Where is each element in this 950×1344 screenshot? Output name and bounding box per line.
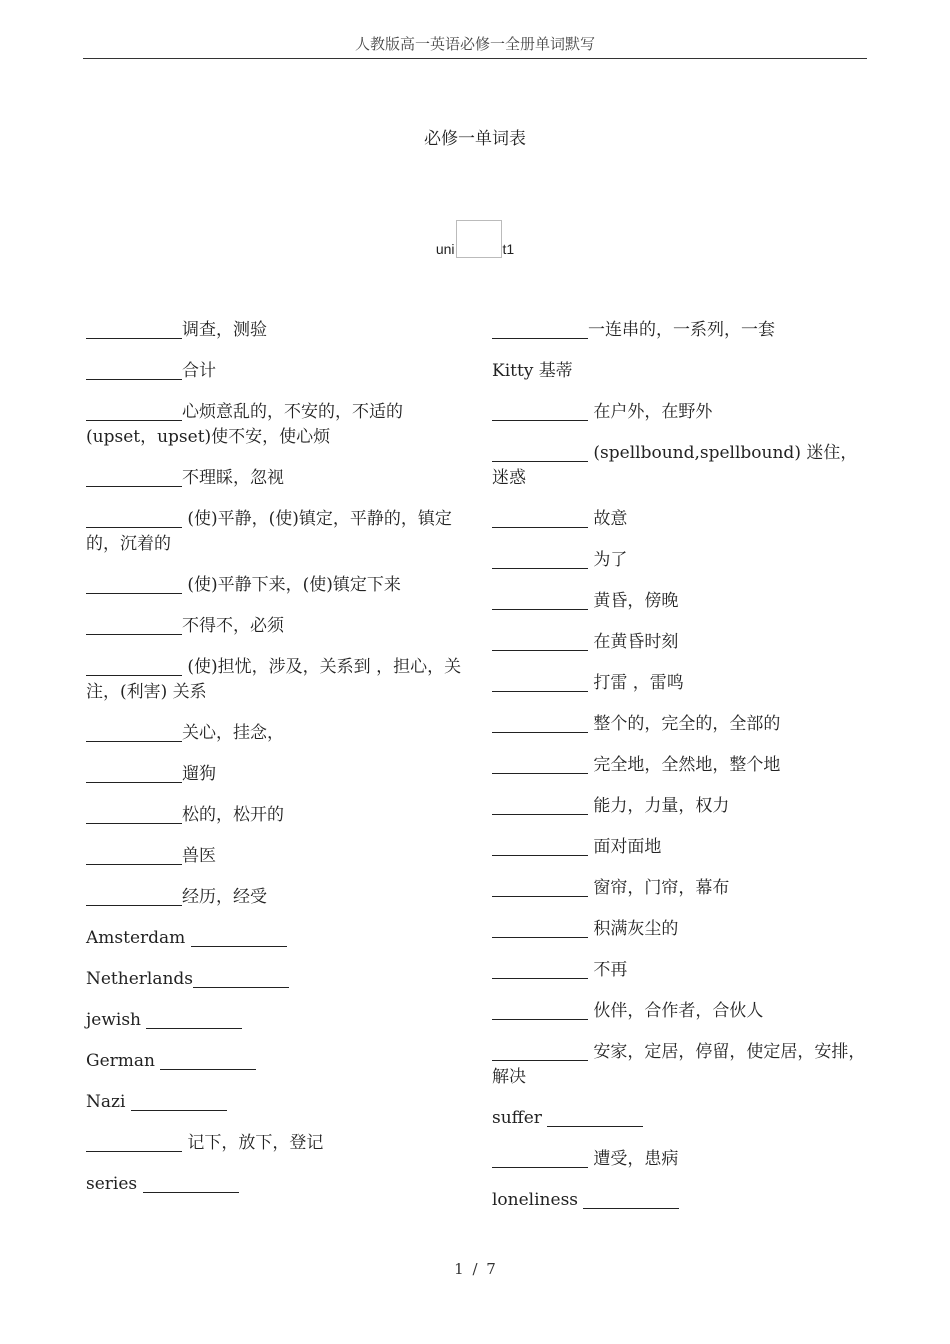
entry-text: 在黄昏时刻 [588,632,679,652]
entry-text: 不再 [588,960,628,980]
vocab-entry [492,876,872,901]
entry-text: 不理睬，忽视 [182,468,284,488]
vocab-entry [492,589,872,614]
vocab-entry [86,1090,466,1115]
page-header [83,30,867,59]
answer-blank[interactable] [86,614,182,635]
answer-blank[interactable] [492,958,588,979]
vocab-entry [492,630,872,655]
entry-text: 安家，定居，停留，使定居，安排，解决 [492,1042,866,1087]
answer-blank[interactable] [86,466,182,487]
right-word-column [492,318,872,1229]
entry-text: 不得不，必须 [182,616,284,636]
answer-blank[interactable] [492,712,588,733]
vocab-entry [86,803,466,828]
vocab-entry [492,318,872,343]
entry-text: loneliness [492,1190,584,1210]
answer-blank[interactable] [492,917,588,938]
vocab-entry [86,318,466,343]
entry-text: suffer [492,1108,548,1128]
entry-text: 为了 [588,550,628,570]
vocab-entry [492,359,872,384]
answer-blank[interactable] [492,1040,588,1061]
page-number: 1 / 7 [454,1260,496,1278]
header-text: 人教版高一英语必修一全册单词默写 [354,35,595,53]
entry-text: Kitty 基蒂 [492,361,573,381]
unit-heading-right: t1 [502,241,515,257]
answer-blank[interactable] [492,671,588,692]
answer-blank[interactable] [191,926,287,947]
entry-text: 打雷 ，雷鸣 [588,673,684,693]
vocab-entry [492,400,872,425]
entry-text: 窗帘，门帘，幕布 [588,878,730,898]
left-word-column [86,318,466,1213]
answer-blank[interactable] [86,803,182,824]
vocab-entry [492,507,872,532]
entry-text: 遛狗 [182,764,216,784]
answer-blank[interactable] [86,573,182,594]
answer-blank[interactable] [547,1106,643,1127]
answer-blank[interactable] [583,1188,679,1209]
answer-blank[interactable] [492,589,588,610]
entry-text: 能力，力量，权力 [588,796,730,816]
vocab-entry [492,712,872,737]
document-title: 必修一单词表 [424,129,526,149]
entry-text: jewish [86,1010,147,1030]
vocab-entry [86,762,466,787]
entry-text: 整个的，完全的，全部的 [588,714,781,734]
vocab-entry [492,835,872,860]
entry-text: 遭受，患病 [588,1149,679,1169]
vocab-entry [86,844,466,869]
answer-blank[interactable] [193,967,289,988]
vocab-entry [492,441,872,491]
vocab-entry [86,359,466,384]
entry-text: German [86,1051,161,1071]
vocab-entry [492,1040,872,1090]
entry-text: 经历，经受 [182,887,267,907]
answer-blank[interactable] [492,753,588,774]
answer-blank[interactable] [86,1131,182,1152]
answer-blank[interactable] [86,359,182,380]
entry-text: 关心，挂念， [182,723,284,743]
entry-text: (使)平静，(使)镇定，平静的，镇定的，沉着的 [86,509,452,554]
entry-text: 完全地，全然地，整个地 [588,755,781,775]
entry-text: (使)平静下来，(使)镇定下来 [182,575,401,595]
unit-heading [0,220,950,258]
entry-text: 松的，松开的 [182,805,284,825]
answer-blank[interactable] [492,630,588,651]
vocab-entry [492,958,872,983]
vocab-entry [86,967,466,992]
entry-text: 积满灰尘的 [588,919,679,939]
vocab-entry [492,999,872,1024]
vocab-entry [86,400,466,450]
answer-blank[interactable] [86,400,182,421]
vocab-entry [492,753,872,778]
entry-text: Amsterdam [86,928,191,948]
entry-text: (使)担忧，涉及，关系到 ，担心，关注，(利害) 关系 [86,657,462,702]
entry-text: 心烦意乱的，不安的，不适的(upset，upset)使不安，使心烦 [86,402,403,447]
entry-text: (spellbound,spellbound) 迷住，迷惑 [492,443,858,488]
vocab-entry [86,1049,466,1074]
answer-blank[interactable] [492,441,588,462]
answer-blank[interactable] [492,1147,588,1168]
answer-blank[interactable] [492,999,588,1020]
answer-blank[interactable] [492,507,588,528]
unit-heading-left: uni [435,241,455,257]
entry-text: 故意 [588,509,628,529]
answer-blank[interactable] [131,1090,227,1111]
entry-text: 调查，测验 [182,320,267,340]
answer-blank[interactable] [492,400,588,421]
vocab-entry [86,885,466,910]
answer-blank[interactable] [86,844,182,865]
entry-text: 面对面地 [588,837,662,857]
vocab-entry [86,507,466,557]
answer-blank[interactable] [86,507,182,528]
answer-blank[interactable] [160,1049,256,1070]
vocab-entry [86,1008,466,1033]
answer-blank[interactable] [86,721,182,742]
vocab-entry [492,1188,872,1213]
vocab-entry [492,548,872,573]
entry-text: 记下，放下，登记 [182,1133,324,1153]
answer-blank[interactable] [86,655,182,676]
entry-text: 伙伴，合作者，合伙人 [588,1001,764,1021]
vocab-entry [492,917,872,942]
entry-text: 合计 [182,361,216,381]
vocab-entry [492,1147,872,1172]
vocab-entry [492,671,872,696]
vocab-entry [492,794,872,819]
vocab-entry [86,573,466,598]
entry-text: Netherlands [86,969,194,989]
entry-text: Nazi [86,1092,131,1112]
entry-text: series [86,1174,143,1194]
image-placeholder-frame [456,220,502,258]
vocab-entry [492,1106,872,1131]
answer-blank[interactable] [86,762,182,783]
vocab-entry [86,614,466,639]
answer-blank[interactable] [492,835,588,856]
answer-blank[interactable] [146,1008,242,1029]
vocab-entry [86,466,466,491]
vocab-entry [86,926,466,951]
answer-blank[interactable] [86,318,182,339]
entry-text: 黄昏，傍晚 [588,591,679,611]
answer-blank[interactable] [492,318,588,339]
answer-blank[interactable] [86,885,182,906]
answer-blank[interactable] [492,876,588,897]
vocab-entry [86,1172,466,1197]
answer-blank[interactable] [143,1172,239,1193]
answer-blank[interactable] [492,794,588,815]
entry-text: 在户外，在野外 [588,402,713,422]
entry-text: 一连串的，一系列，一套 [588,320,775,340]
vocab-entry [86,1131,466,1156]
entry-text: 兽医 [182,846,216,866]
vocab-entry [86,721,466,746]
vocab-entry [86,655,466,705]
answer-blank[interactable] [492,548,588,569]
